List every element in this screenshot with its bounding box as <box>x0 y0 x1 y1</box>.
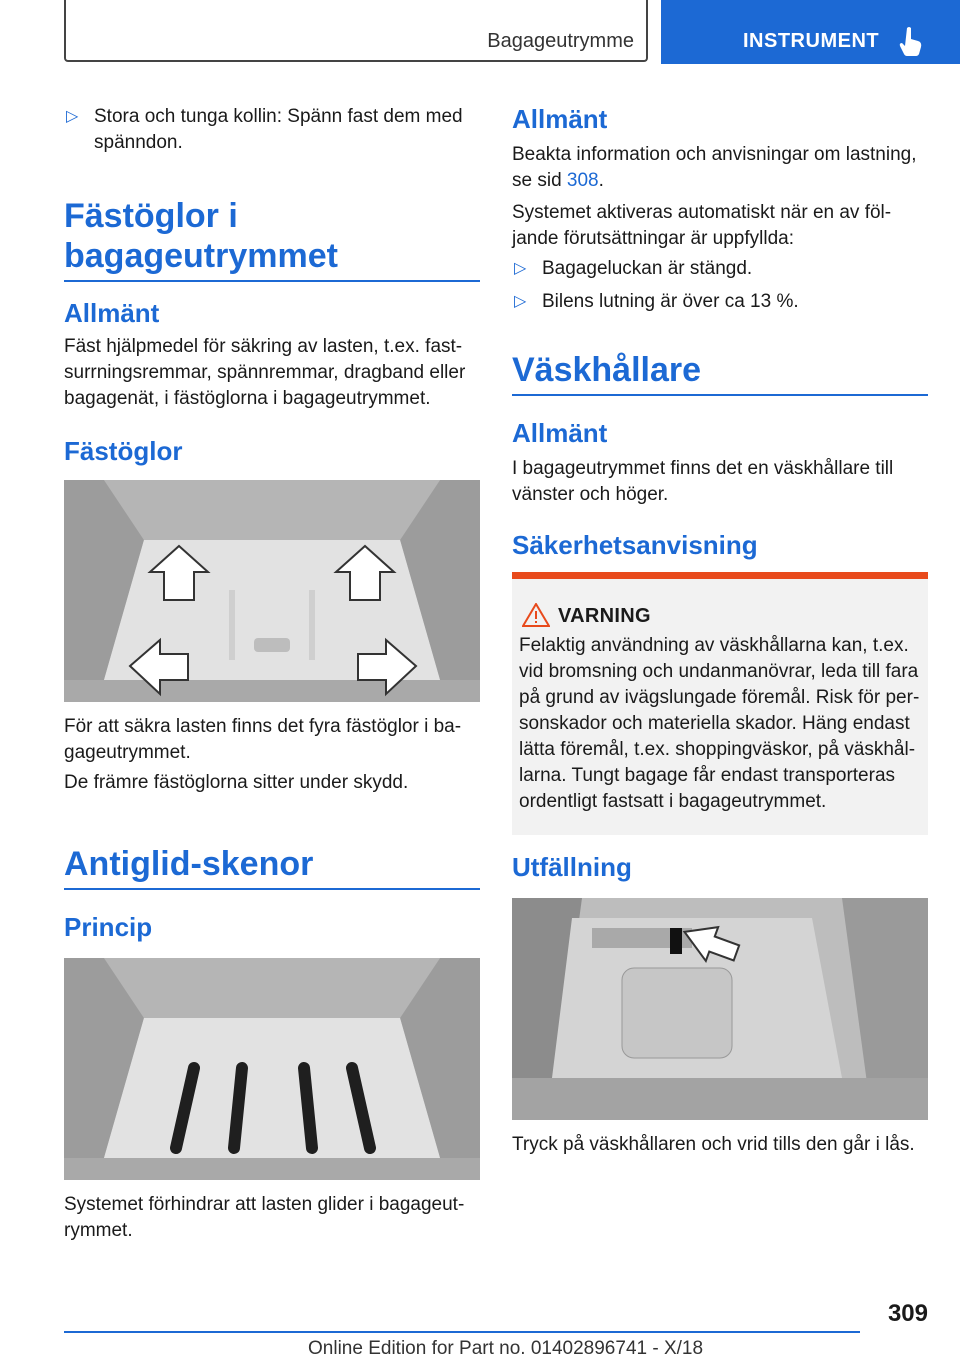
page-number: 309 <box>887 1300 928 1327</box>
chapter-tab[interactable] <box>661 0 960 64</box>
bullet-triangle-icon: ▷ <box>514 293 527 310</box>
anti-slip-rails-illustration <box>64 958 480 1180</box>
bullet-triangle-icon: ▷ <box>66 108 79 125</box>
heading-allmant-lastning: Allmänt <box>512 104 608 134</box>
paragraph-tryck: Tryck på väskhållaren och vrid tills den går i lås. <box>512 1134 915 1155</box>
paragraph-framre-fastoglor: De främre fästöglorna sitter under skydd. <box>64 772 409 793</box>
heading-fastoglor-i-bagageutrymmet: Fästöglor i bagageutrymmet <box>64 196 480 282</box>
paragraph-beakta-text: Beakta information och anvisningar om lastning, se sid <box>512 144 917 191</box>
paragraph-beakta-end: . <box>598 170 604 191</box>
header-section-box <box>64 0 648 62</box>
paragraph-vaskhallare: I bagageutrymmet finns det en väskhållare till vänster och höger. <box>512 458 894 505</box>
bag-holder-image <box>512 898 928 1120</box>
heading-utfallning: Utfällning <box>512 852 632 882</box>
heading-allmant-vaskhallare: Allmänt <box>512 418 608 448</box>
heading-vaskhallare: Väskhållare <box>512 350 928 396</box>
paragraph-fyra-fastoglor: För att säkra lasten finns det fyra fästöglor i bagageutrymmet. <box>64 716 462 763</box>
anti-slip-rails-image <box>64 958 480 1180</box>
paragraph-fast-hjalpmedel: Fäst hjälpmedel för säkring av lasten, t.ex. fastsurrningsremmar, spännremmar, dragband eller bagagenät, i fästöglorna i bagageutrymmet. <box>64 336 466 409</box>
warning-text: Felaktig användning av väskhållarna kan, t.ex. vid bromsning och undanmanövrar, leda till fara på grund av ivägslungade föremål. Risk för personskador och materiella skador. Häng endast lätta föremål, t.ex. shoppingväskor, på väskhållarna. Tungt bagage får endast transporteras ordentligt fastsatt i bagageutrymmet. <box>519 635 920 812</box>
bullet-stora <box>64 104 480 156</box>
footer-rule <box>64 1331 860 1333</box>
warning-box <box>512 572 928 835</box>
bag-holder-illustration <box>512 898 928 1120</box>
bullet-bagageluckan <box>512 256 928 282</box>
cargo-area-eyelets-image <box>64 480 480 702</box>
footer-edition: Online Edition for Part no. 01402896741 - X/18 <box>308 1338 704 1359</box>
heading-fastoglor: Fästöglor <box>64 436 183 466</box>
heading-antiglid-skenor: Antiglid-skenor <box>64 844 480 890</box>
warning-triangle-icon <box>522 603 550 632</box>
section-title: Bagageutrymme <box>487 30 634 52</box>
heading-sakerhetsanvisning: Säkerhetsanvisning <box>512 530 758 560</box>
bullet-text: Bagageluckan är stängd. <box>542 258 753 279</box>
chapter-tab-label: INSTRUMENT <box>743 30 880 52</box>
heading-allmant: Allmänt <box>64 298 160 328</box>
page-reference-link[interactable]: 308 <box>566 170 599 191</box>
paragraph-beakta <box>512 142 928 194</box>
bullet-triangle-icon: ▷ <box>514 260 527 277</box>
bullet-bilens-lutning <box>512 289 928 315</box>
heading-princip: Princip <box>64 912 153 942</box>
paragraph-systemet-aktiveras: Systemet aktiveras automatiskt när en av följande förutsättningar är uppfyllda: <box>512 202 892 249</box>
warning-title: VARNING <box>558 605 651 627</box>
paragraph-systemet-forhindrar: Systemet förhindrar att lasten glider i bagageutrymmet. <box>64 1194 465 1241</box>
cargo-area-eyelets-illustration <box>64 480 480 702</box>
bullet-text: Bilens lutning är över ca 13 %. <box>542 291 799 312</box>
hand-pointer-icon <box>898 26 924 56</box>
bullet-text: Stora och tunga kollin: Spänn fast dem med spänndon. <box>94 106 463 153</box>
